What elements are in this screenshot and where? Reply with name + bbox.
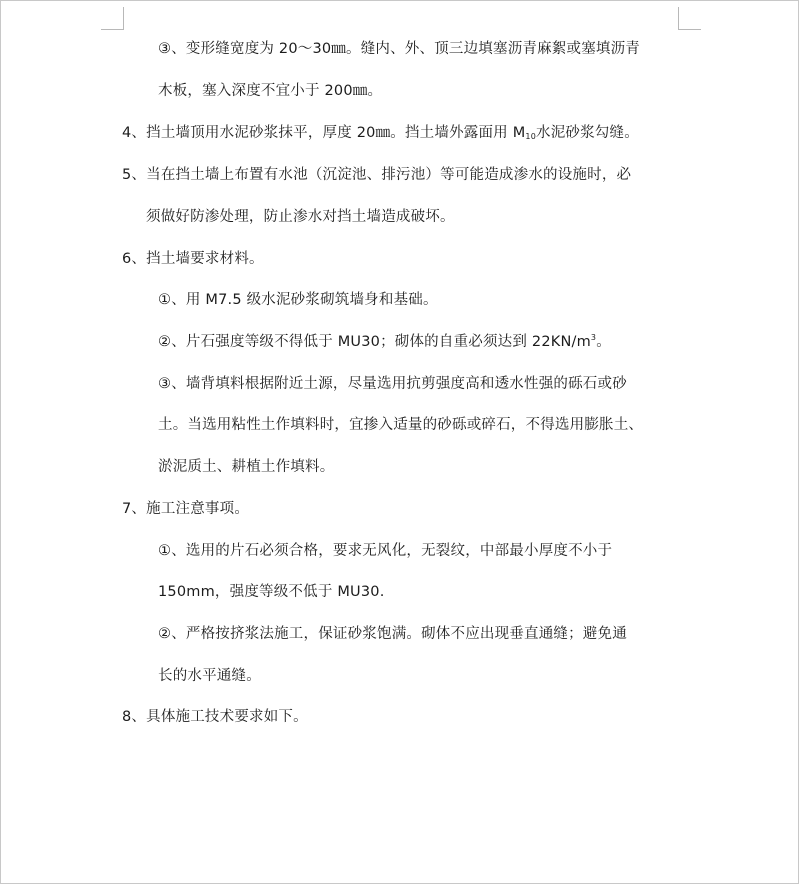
page-corner-mark-top-right: [678, 7, 701, 30]
text-line-item-6-3a: ③、墙背填料根据附近土源，尽量选用抗剪强度高和透水性强的砾石或砂: [158, 376, 627, 392]
unit-superscript: 3: [590, 333, 597, 342]
page-corner-mark-top-left: [101, 7, 124, 30]
text-line-item-7-2a: ②、严格按挤浆法施工，保证砂浆饱满。砌体不应出现垂直通缝；避免通: [158, 626, 627, 642]
mortar-grade-subscript: 10: [525, 132, 536, 141]
text-line-item-6-3b: 土。当选用粘性土作填料时，宜掺入适量的砂砾或碎石，不得选用膨胀土、: [158, 417, 644, 433]
text-line-item-8: 8、具体施工技术要求如下。: [122, 709, 308, 725]
text-line-item-6-2: ②、片石强度等级不得低于 MU30；砌体的自重必须达到 $22KN/m^3$。: [158, 333, 611, 350]
text-line-item-7-1b: 150mm，强度等级不低于 MU30.: [158, 584, 385, 600]
text-line-item-6-1: ①、用 M7.5 级水泥砂浆砌筑墙身和基础。: [158, 292, 438, 308]
text-line-expansion-joint-1: ③、变形缝宽度为 20～30㎜。缝内、外、顶三边填塞沥青麻絮或塞填沥青: [158, 41, 641, 57]
text-line-item-4: 4、挡土墙顶用水泥砂浆抹平，厚度 20㎜。挡土墙外露面用 $M_{10}$水泥砂浆勾缝。: [122, 125, 639, 141]
text-line-item-7-1a: ①、选用的片石必须合格，要求无风化，无裂纹，中部最小厚度不小于: [158, 543, 613, 559]
text-line-item-5-1: 5、当在挡土墙上布置有水池（沉淀池、排污池）等可能造成渗水的设施时，必: [122, 167, 632, 183]
text-line-item-6: 6、挡土墙要求材料。: [122, 251, 264, 267]
text-line-expansion-joint-2: 木板，塞入深度不宜小于 200㎜。: [158, 83, 383, 99]
text-line-item-7-2b: 长的水平通缝。: [158, 668, 261, 684]
text-line-item-7: 7、施工注意事项。: [122, 501, 250, 517]
text-line-item-6-3c: 淤泥质土、耕植土作填料。: [158, 459, 335, 475]
text-line-item-5-2: 须做好防渗处理，防止渗水对挡土墙造成破坏。: [146, 209, 455, 225]
